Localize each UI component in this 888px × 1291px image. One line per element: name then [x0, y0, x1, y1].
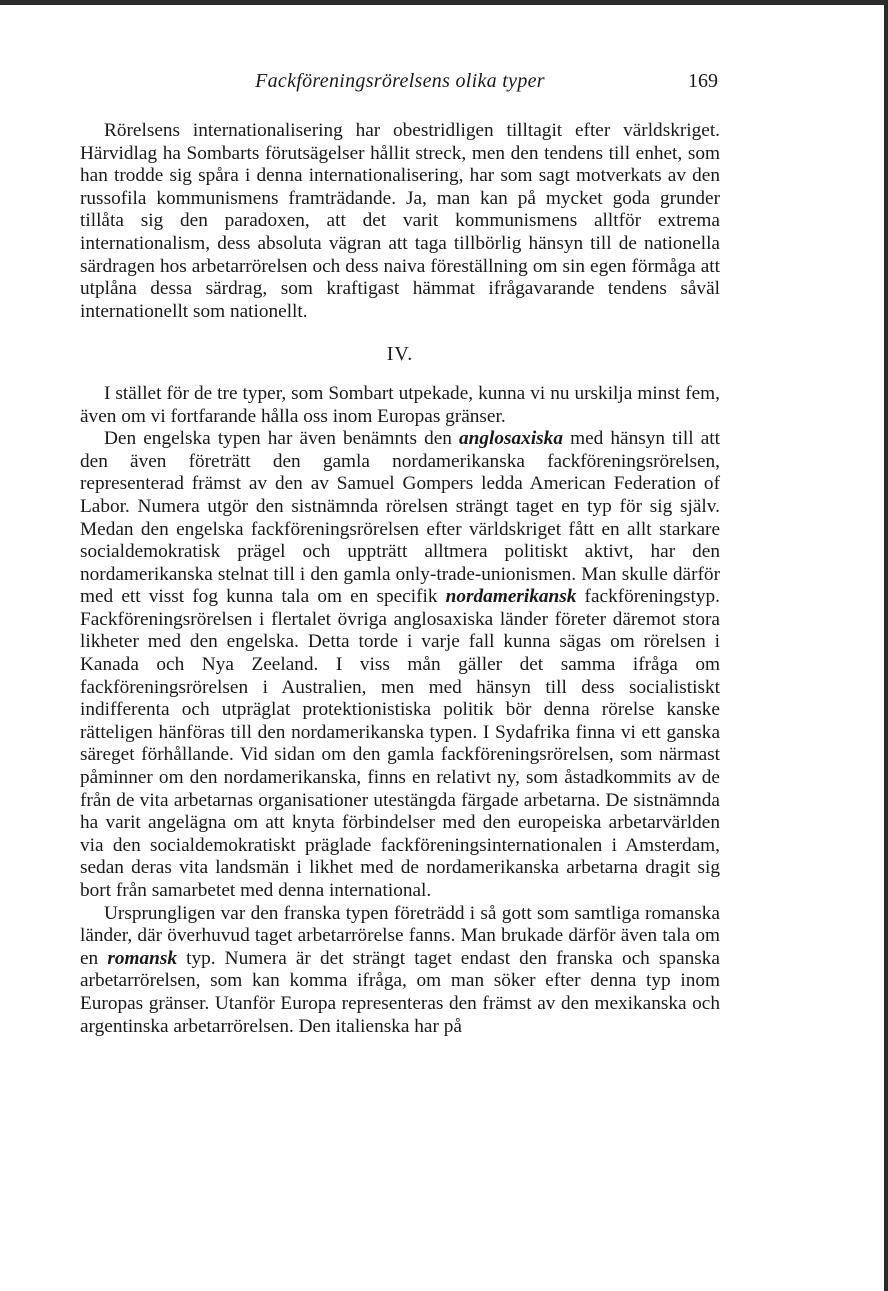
page-header: [80, 70, 720, 100]
paragraph-2: I stället för de tre typer, som Sombart utpekade, kunna vi nu urskilja minst fem, även om vi fortfarande hålla oss inom Europas gränser.: [80, 382, 720, 427]
paragraph-1: Rörelsens internationalisering har obestridligen tilltagit efter världskriget. Härvidlag ha Sombarts förutsägelser hållit streck, men den tendens till enhet, som han trodde sig spåra i denna internationalisering, har som sagt motverkats av den russofila kommunismens framträdande. Ja, man kan på mycket goda grunder tillåta sig den paradoxen, att det varit kommunismens alltför extrema internationalism, dess absoluta vägran att taga tillbörlig hänsyn till de nationella särdragen hos arbetarrörelsen och dess naiva föreställning om sin egen förmåga att utplåna dessa särdrag, som kraftigast hämmat ifrågavarande tendens såväl internationellt som nationellt.: [80, 120, 720, 322]
term-romansk: romansk: [107, 947, 177, 969]
running-title: Fackföreningsrörelsens olika typer: [255, 70, 545, 92]
paragraph-4-part-a: Ursprungligen var den franska typen företrädd i så gott som samtliga romanska länder, där överhuvud taget arbetarrörelse fanns. Man brukade därför även tala om en: [80, 902, 720, 969]
paragraph-3-part-c: fackföreningstyp. Fackföreningsrörelsen i flertalet övriga anglosaxiska länder företer däremot stora likheter med den engelska. Detta torde i varje fall kunna sägas om rörelsen i Kanada och Nya Zeeland. I viss mån gäller det samma ifråga om fackföreningsrörelsen i Australien, men med hänsyn till dess socialistiskt indifferenta och utpräglat protektionistiska politik bör denna rörelse kanske rätteligen hänföras till den nordamerikanska typen. I Sydafrika finna vi ett ganska säreget förhållande. Vid sidan om den gamla fackföreningsrörelsen, som närmast påminner om den nordamerikanska, finns en relativt ny, som åstadkommits av de från de vita arbetarnas organisationer utestängda färgade arbetarna. De sistnämnda ha varit angelägna om att knyta förbindelser med den europeiska arbetarvärlden via den socialdemokratiskt präglade fackföreningsinternationalen i Amsterdam, sedan deras vita landsmän i likhet med de nordamerikanska arbetarna dragit sig bort från samarbetet med denna international.: [80, 586, 720, 901]
right-page-edge: [884, 0, 888, 1291]
term-nordamerikansk: nordamerikansk: [445, 586, 577, 608]
page-number: 169: [688, 70, 718, 92]
body-text: [80, 120, 720, 1038]
paragraph-3-part-a: Den engelska typen har även benämnts den: [104, 428, 460, 450]
section-heading: IV.: [386, 343, 414, 366]
term-anglosaxiska: anglosaxiska: [459, 428, 563, 450]
paragraph-3-part-b: med hänsyn till att den även företrätt den gamla nordamerikanska fackföreningsrörelsen, representerad främst av den av Samuel Gompers ledda American Federation of Labor. Numera utgör den sistnämnda rörelsen strängt taget en typ för sig själv. Medan den engelska fackföreningsrörelsen efter världskriget fått en allt starkare socialdemokratisk prägel och uppträtt alltmera politiskt aktivt, har den nordamerikanska stelnat till i den gamla only-trade-unionismen. Man skulle därför med ett visst fog kunna tala om en specifik: [80, 428, 720, 608]
paragraph-3: [80, 428, 720, 902]
paragraph-4: [80, 903, 720, 1039]
paragraph-4-part-b: typ. Numera är det strängt taget endast den franska och spanska arbetarrörelsen, som kan komma ifråga, om man söker efter denna typ inom Europas gränser. Utanför Europa representeras den främst av den mexikanska och argentinska arbetarrörelsen. Den italienska har på: [80, 947, 720, 1037]
top-page-edge: [0, 0, 888, 5]
